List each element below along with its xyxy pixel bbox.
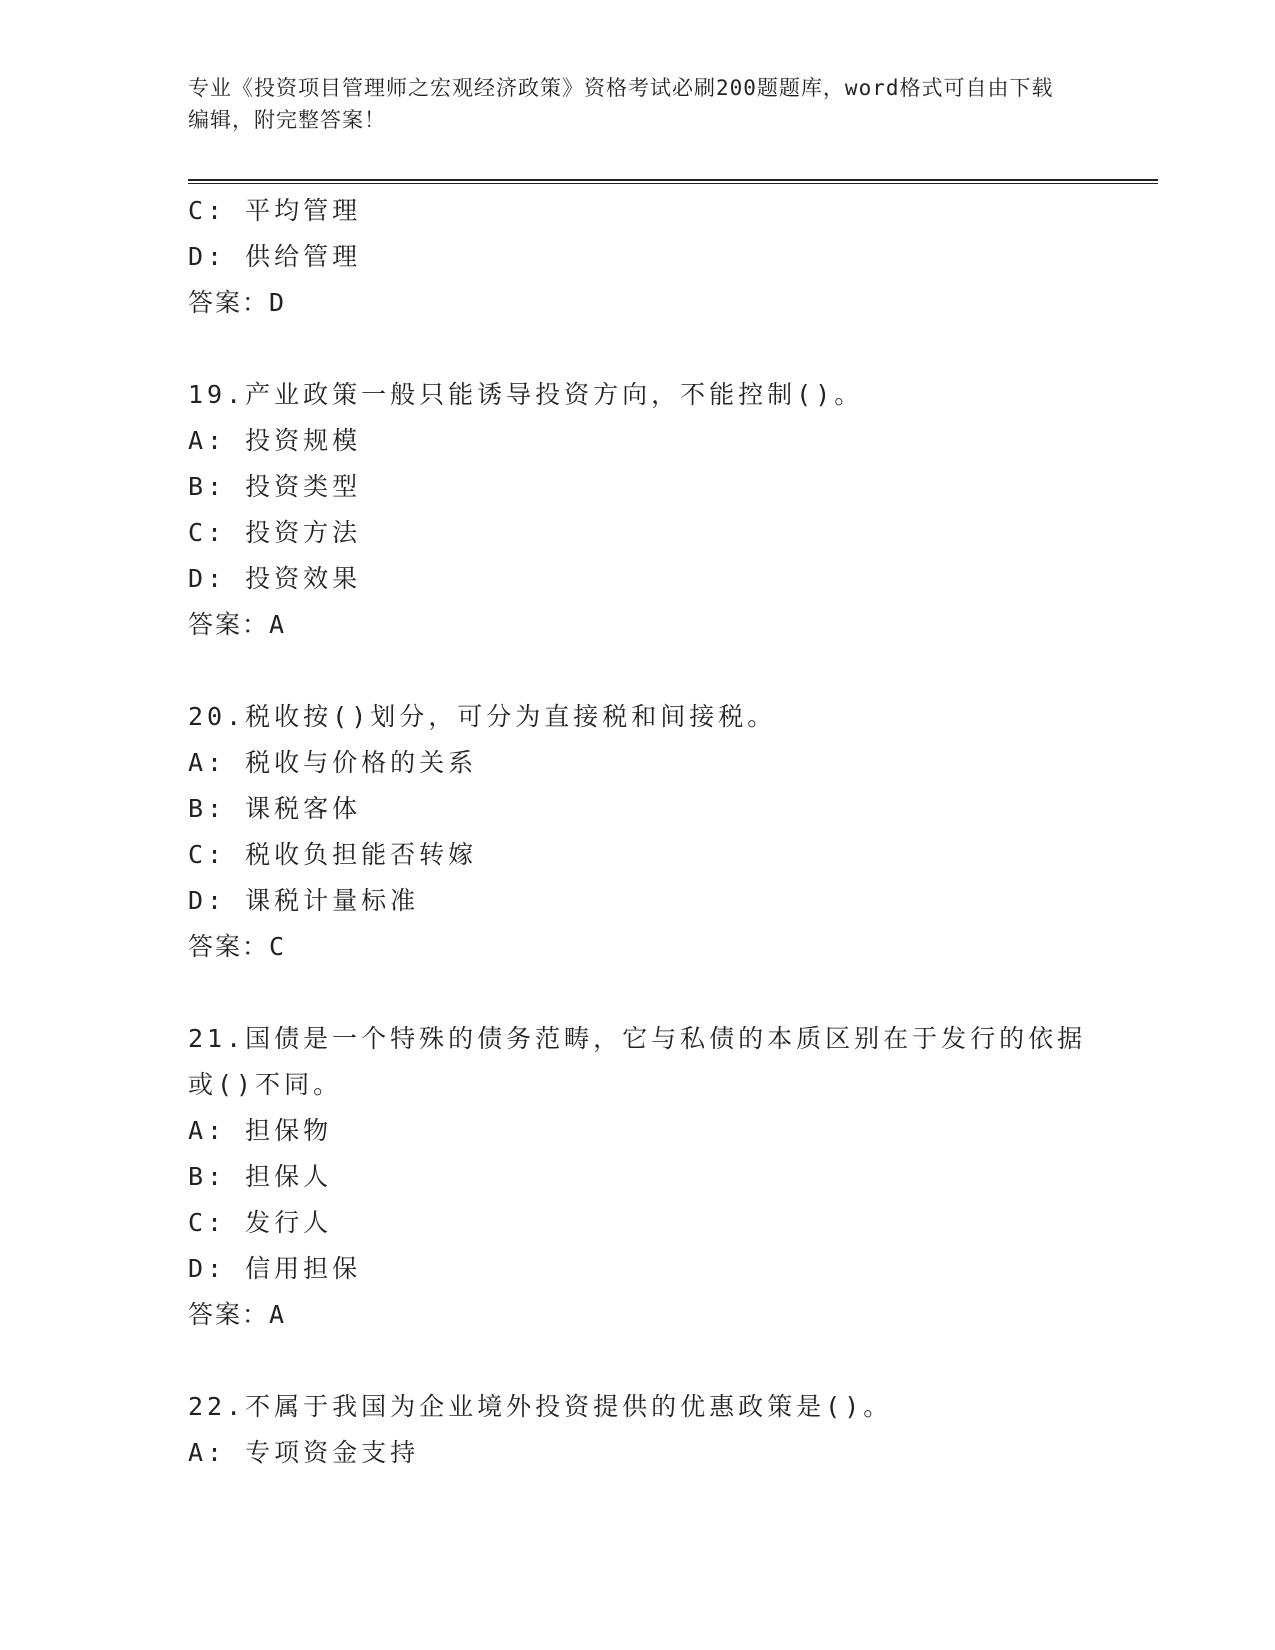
document-body [188,188,1108,1476]
option-b: B: 担保人 [188,1162,333,1191]
question-stem: 19.产业政策一般只能诱导投资方向，不能控制()。 [188,380,864,409]
question-22 [188,1384,1108,1476]
option-a: A: 投资规模 [188,426,362,455]
option-d: D: 信用担保 [188,1254,362,1283]
question-19 [188,372,1108,648]
question-stem: 22.不属于我国为企业境外投资提供的优惠政策是()。 [188,1392,893,1421]
question-stem-continued: 或()不同。 [188,1070,343,1099]
option-c: C: 平均管理 [188,196,362,225]
page-header: 专业《投资项目管理师之宏观经济政策》资格考试必刷200题题库，word格式可自由下载编辑，附完整答案！ [188,76,1054,132]
question-20 [188,694,1108,970]
option-a: A: 税收与价格的关系 [188,748,478,777]
answer: 答案：D [188,288,287,317]
question-continuation [188,188,1108,326]
question-stem: 21.国债是一个特殊的债务范畴，它与私债的本质区别在于发行的依据 [188,1024,1087,1053]
option-b: B: 课税客体 [188,794,362,823]
option-d: D: 供给管理 [188,242,362,271]
option-d: D: 课税计量标准 [188,886,420,915]
header-divider [188,179,1158,184]
option-a: A: 专项资金支持 [188,1438,420,1467]
option-c: C: 投资方法 [188,518,362,547]
option-b: B: 投资类型 [188,472,362,501]
answer: 答案：A [188,610,287,639]
question-21 [188,1016,1108,1338]
option-c: C: 税收负担能否转嫁 [188,840,478,869]
option-c: C: 发行人 [188,1208,333,1237]
answer: 答案：C [188,932,287,961]
option-d: D: 投资效果 [188,564,362,593]
answer: 答案：A [188,1300,287,1329]
option-a: A: 担保物 [188,1116,333,1145]
question-stem: 20.税收按()划分，可分为直接税和间接税。 [188,702,777,731]
